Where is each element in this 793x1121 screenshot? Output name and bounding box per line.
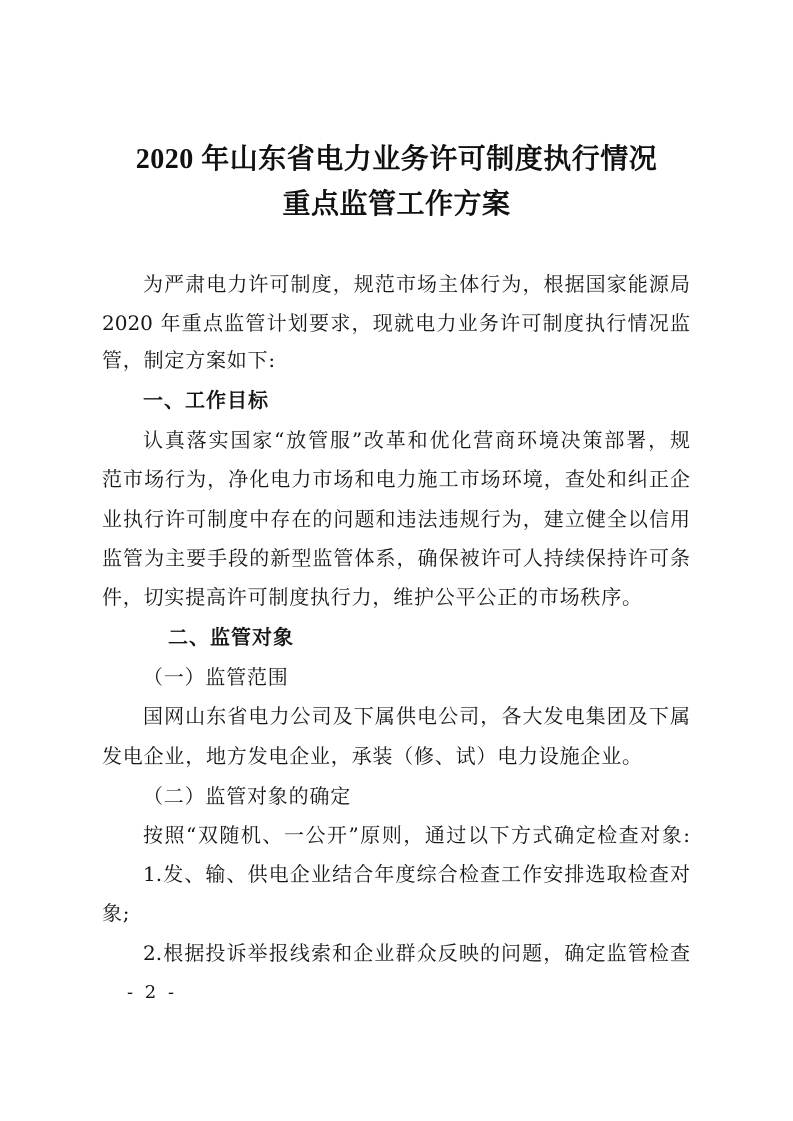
section-heading-goals: 一、工作目标 [143, 388, 269, 412]
document-title-line2: 重点监管工作方案 [282, 189, 511, 220]
intro-line: 管，制定方案如下: [102, 348, 276, 372]
subsection1-text-line: 发电企业，地方发电企业，承装（修、试）电力设施企业。 [102, 744, 643, 768]
section1-text-line: 监管为主要手段的新型监管体系，确保被许可人持续保持许可条 [102, 546, 690, 570]
subsection2-text-line: 按照“双随机、一公开”原则，通过以下方式确定检查对象: [143, 823, 690, 847]
subsection-heading-scope: （一）监管范围 [143, 665, 289, 689]
section1-text-line: 认真落实国家“放管服”改革和优化营商环境决策部署，规 [143, 428, 690, 452]
section1-text-line: 件，切实提高许可制度执行力，维护公平公正的市场秩序。 [102, 585, 643, 609]
list-item-1-line: 1.发、输、供电企业结合年度综合检查工作安排选取检查对 [143, 862, 690, 886]
intro-line: 2020 年重点监管计划要求，现就电力业务许可制度执行情况监 [102, 311, 690, 335]
section-heading-targets: 二、监管对象 [168, 625, 294, 649]
page-number: - 2 - [127, 982, 178, 1003]
subsection1-text-line: 国网山东省电力公司及下属供电公司，各大发电集团及下属 [143, 704, 690, 728]
intro-line: 为严肃电力许可制度，规范市场主体行为，根据国家能源局 [143, 272, 690, 296]
document-title-line1: 2020 年山东省电力业务许可制度执行情况 [135, 144, 658, 175]
section1-text-line: 范市场行为，净化电力市场和电力施工市场环境，查处和纠正企 [102, 467, 690, 491]
list-item-2-line: 2.根据投诉举报线索和企业群众反映的问题，确定监管检查 [143, 941, 690, 965]
section1-text-line: 业执行许可制度中存在的问题和违法违规行为，建立健全以信用 [102, 507, 690, 531]
subsection-heading-determination: （二）监管对象的确定 [143, 784, 351, 808]
list-item-1-line: 象; [102, 901, 131, 925]
